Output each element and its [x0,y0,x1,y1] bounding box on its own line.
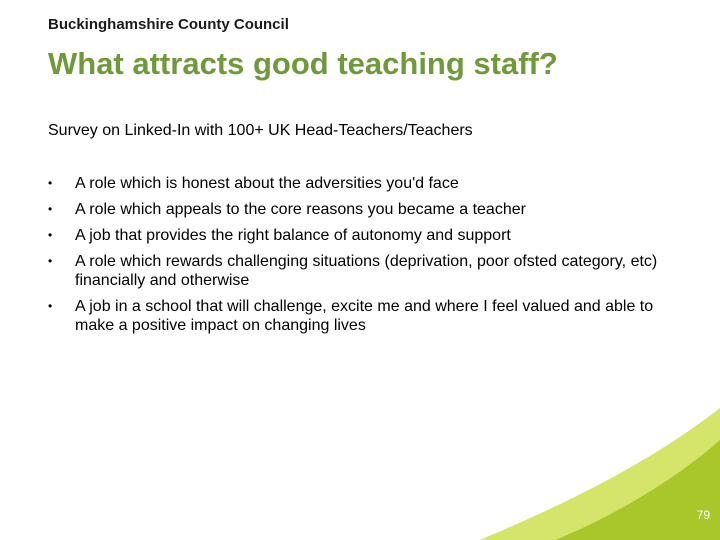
bullet-marker: • [48,202,53,216]
bullet-item [48,174,688,193]
bullet-text: A role which is honest about the adversities you'd face [75,175,459,192]
bullet-item [48,200,688,219]
bullet-marker: • [48,176,53,190]
corner-swoosh-decoration [460,400,720,540]
slide-title: What attracts good teaching staff? [48,46,558,81]
page-number: 79 [696,508,710,522]
bullet-text: A role which rewards challenging situations (deprivation, poor ofsted category, etc) financially and otherwise [75,253,658,289]
bullet-marker: • [48,254,53,268]
organization-name: Buckinghamshire County Council [48,16,289,33]
bullet-marker: • [48,228,53,242]
bullet-item [48,226,688,245]
slide-subtitle: Survey on Linked-In with 100+ UK Head-Teachers/Teachers [48,122,473,139]
bullet-text: A job that provides the right balance of autonomy and support [75,227,511,244]
bullet-list [48,174,688,335]
bullet-item [48,252,688,290]
bullet-marker: • [48,299,53,313]
bullet-item [48,297,688,335]
bullet-text: A job in a school that will challenge, excite me and where I feel valued and able to make a positive impact on changing lives [75,298,654,334]
bullet-text: A role which appeals to the core reasons you became a teacher [75,201,526,218]
